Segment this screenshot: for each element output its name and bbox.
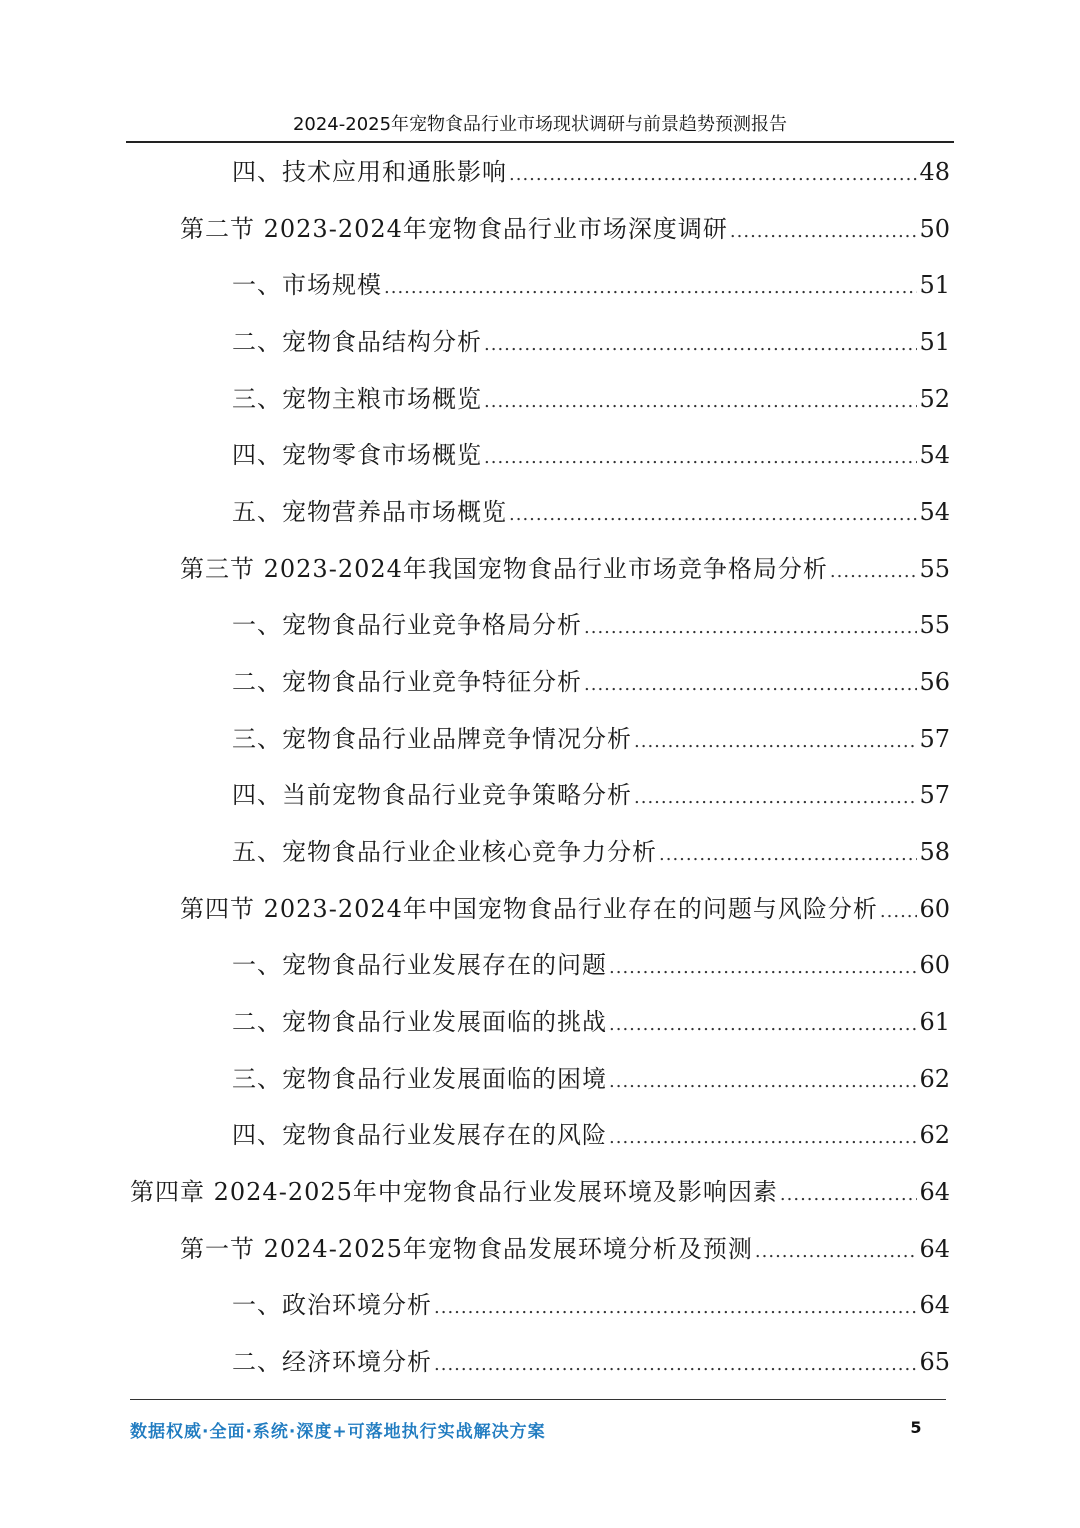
page-number: 5 — [910, 1418, 922, 1437]
toc-entry-title: 四、当前宠物食品行业竞争策略分析 — [232, 781, 632, 809]
header-divider — [126, 141, 954, 143]
toc-entry-title: 二、宠物食品行业发展面临的挑战 — [232, 1008, 607, 1036]
toc-entry-page: 64 — [919, 1291, 950, 1319]
toc-entry[interactable] — [232, 824, 950, 880]
toc-entry[interactable] — [180, 541, 950, 597]
toc-entry[interactable] — [232, 1051, 950, 1107]
toc-entry[interactable] — [130, 1164, 950, 1220]
toc-entry-title: 二、宠物食品结构分析 — [232, 328, 482, 356]
toc-entry-title: 三、宠物食品行业发展面临的困境 — [232, 1065, 607, 1093]
toc-entry-title: 第四章 2024-2025年中宠物食品行业发展环境及影响因素 — [130, 1178, 778, 1206]
toc-dot-leader — [509, 487, 917, 543]
toc-entry[interactable] — [232, 427, 950, 483]
toc-entry-page: 56 — [919, 668, 950, 696]
toc-dot-leader — [730, 204, 918, 260]
toc-entry[interactable] — [232, 257, 950, 313]
toc-entry-page: 57 — [919, 725, 950, 753]
toc-entry-page: 62 — [919, 1121, 950, 1149]
toc-dot-leader — [609, 940, 917, 996]
toc-dot-leader — [755, 1224, 918, 1280]
toc-entry-page: 64 — [919, 1178, 950, 1206]
toc-entry-title: 五、宠物营养品市场概览 — [232, 498, 507, 526]
toc-entry-title: 一、宠物食品行业发展存在的问题 — [232, 951, 607, 979]
toc-dot-leader — [609, 997, 917, 1053]
toc-entry[interactable] — [232, 144, 950, 200]
toc-dot-leader — [584, 600, 917, 656]
toc-dot-leader — [434, 1280, 917, 1336]
toc-entry[interactable] — [232, 937, 950, 993]
toc-dot-leader — [880, 884, 918, 940]
toc-dot-leader — [830, 544, 918, 600]
toc-dot-leader — [780, 1167, 918, 1223]
toc-dot-leader — [609, 1054, 917, 1110]
toc-entry[interactable] — [232, 1277, 950, 1333]
toc-entry[interactable] — [180, 1221, 950, 1277]
toc-dot-leader — [484, 430, 917, 486]
toc-entry-title: 二、宠物食品行业竞争特征分析 — [232, 668, 582, 696]
toc-entry-page: 54 — [919, 441, 950, 469]
toc-entry-page: 65 — [919, 1348, 950, 1376]
toc-entry-title: 一、政治环境分析 — [232, 1291, 432, 1319]
toc-entry-title: 三、宠物食品行业品牌竞争情况分析 — [232, 725, 632, 753]
page-header-title: 2024-2025年宠物食品行业市场现状调研与前景趋势预测报告 — [292, 114, 788, 135]
toc-dot-leader — [484, 317, 917, 373]
toc-entry-page: 51 — [919, 328, 950, 356]
toc-entry-page: 58 — [919, 838, 950, 866]
toc-entry-title: 一、宠物食品行业竞争格局分析 — [232, 611, 582, 639]
toc-entry-title: 四、技术应用和通胀影响 — [232, 158, 507, 186]
toc-entry-page: 62 — [919, 1065, 950, 1093]
toc-entry[interactable] — [232, 767, 950, 823]
toc-entry-title: 第四节 2023-2024年中国宠物食品行业存在的问题与风险分析 — [180, 895, 878, 923]
toc-entry-page: 51 — [919, 271, 950, 299]
toc-entry-title: 五、宠物食品行业企业核心竞争力分析 — [232, 838, 657, 866]
toc-entry-title: 四、宠物零食市场概览 — [232, 441, 482, 469]
toc-entry-page: 54 — [919, 498, 950, 526]
toc-entry-page: 60 — [919, 895, 950, 923]
toc-dot-leader — [609, 1110, 917, 1166]
toc-entry-page: 55 — [919, 555, 950, 583]
toc-entry-page: 64 — [919, 1235, 950, 1263]
toc-entry-title: 二、经济环境分析 — [232, 1348, 432, 1376]
footer-divider — [130, 1399, 946, 1400]
toc-entry-title: 四、宠物食品行业发展存在的风险 — [232, 1121, 607, 1149]
toc-entry[interactable] — [232, 1107, 950, 1163]
toc-entry-page: 50 — [919, 215, 950, 243]
footer-slogan: 数据权威·全面·系统·深度+可落地执行实战解决方案 — [130, 1422, 546, 1442]
toc-entry-page: 61 — [919, 1008, 950, 1036]
toc-entry-title: 第三节 2023-2024年我国宠物食品行业市场竞争格局分析 — [180, 555, 828, 583]
toc-entry-title: 一、市场规模 — [232, 271, 382, 299]
toc-entry[interactable] — [232, 371, 950, 427]
toc-entry[interactable] — [232, 711, 950, 767]
toc-entry-page: 48 — [919, 158, 950, 186]
toc-entry[interactable] — [180, 881, 950, 937]
toc-entry-title: 三、宠物主粮市场概览 — [232, 385, 482, 413]
toc-entry-title: 第二节 2023-2024年宠物食品行业市场深度调研 — [180, 215, 728, 243]
toc-entry-page: 52 — [919, 385, 950, 413]
toc-entry[interactable] — [232, 654, 950, 710]
toc-entry[interactable] — [232, 314, 950, 370]
toc-entry[interactable] — [232, 597, 950, 653]
toc-entry[interactable] — [232, 1334, 950, 1390]
toc-dot-leader — [634, 770, 917, 826]
toc-entry-page: 55 — [919, 611, 950, 639]
toc-dot-leader — [509, 147, 917, 203]
toc-entry-page: 57 — [919, 781, 950, 809]
toc-dot-leader — [384, 260, 917, 316]
toc-dot-leader — [659, 827, 917, 883]
toc-dot-leader — [584, 657, 917, 713]
toc-dot-leader — [434, 1337, 917, 1393]
toc-entry-title: 第一节 2024-2025年宠物食品发展环境分析及预测 — [180, 1235, 753, 1263]
toc-entry[interactable] — [232, 994, 950, 1050]
toc-entry[interactable] — [180, 201, 950, 257]
toc-dot-leader — [634, 714, 917, 770]
toc-entry[interactable] — [232, 484, 950, 540]
toc-entry-page: 60 — [919, 951, 950, 979]
toc-dot-leader — [484, 374, 917, 430]
